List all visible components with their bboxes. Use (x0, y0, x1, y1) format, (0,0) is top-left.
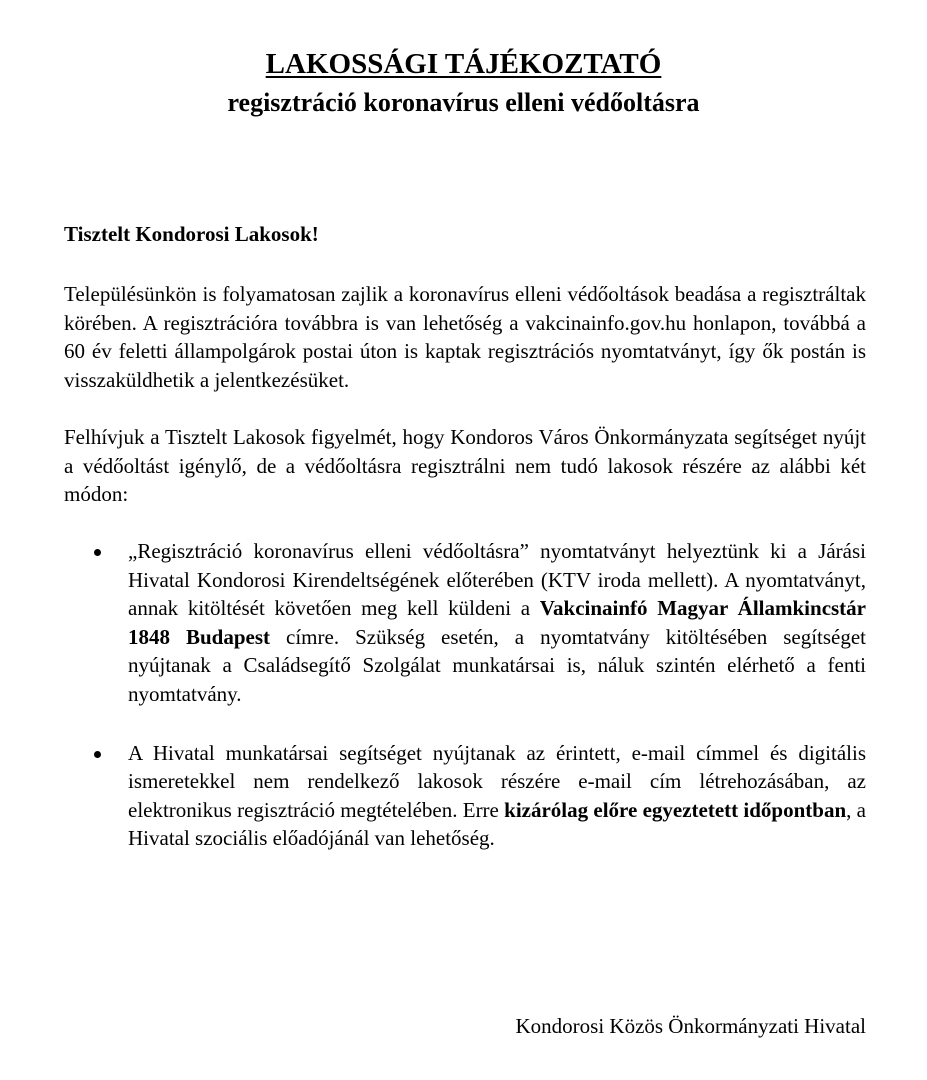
signature: Kondorosi Közös Önkormányzati Hivatal (515, 1014, 866, 1038)
list-item-text (128, 537, 866, 709)
page-title-text: LAKOSSÁGI TÁJÉKOZTATÓ (265, 48, 662, 80)
bold-address: Vakcinainfó Magyar Államkincstár 1848 Budapest (128, 596, 866, 649)
text-segment: A Hivatal munkatársai segítséget nyújtanak az érintett, e-mail címmel és digitális ismeretekkel nem rendelkező lakosok részére e-mail cím létrehozásában, az elektronikus regisztráció megtételében. Erre (128, 740, 866, 822)
bullet-icon (94, 549, 101, 556)
paragraph-help-notice: Felhívjuk a Tisztelt Lakosok figyelmét, hogy Kondoros Város Önkormányzata segítséget nyújt a védőoltást igénylő, de a védőoltásra regisztrálni nem tudó lakosok részére az alábbi két módon: (64, 425, 866, 507)
text-segment: „Regisztráció koronavírus elleni védőoltásra” nyomtatványt helyeztünk ki a Járási Hivatal Kondorosi Kirendeltségének előterében (KTV iroda mellett). A nyomtatványt, annak kitöltését követően meg kell küldeni a (128, 539, 866, 621)
list-item-email-help (64, 739, 866, 853)
help-options-list (64, 537, 866, 853)
bullet-icon (94, 751, 101, 758)
greeting: Tisztelt Kondorosi Lakosok! (64, 222, 319, 246)
list-item-text (128, 739, 866, 853)
paragraph-registration-info: Településünkön is folyamatosan zajlik a koronavírus elleni védőoltások beadása a regisztráltak körében. A regisztrációra továbbra is van lehetőség a vakcinainfo.gov.hu honlapon, továbbá a 60 év feletti állampolgárok postai úton is kaptak regisztrációs nyomtatványt, így ők postán is visszaküldhetik a jelentkezésüket. (64, 282, 866, 392)
page-subtitle: regisztráció koronavírus elleni védőoltásra (227, 88, 700, 117)
page-title (0, 46, 927, 82)
text-segment: , a Hivatal szociális előadójánál van lehetőség. (128, 797, 866, 851)
text-segment: címre. Szükség esetén, a nyomtatvány kitöltésében segítséget nyújtanak a Családsegítő Szolgálat munkatársai is, náluk szintén elérhető a fenti nyomtatvány. (128, 624, 867, 706)
bold-appointment-note: kizárólag előre egyeztetett időpontban (504, 797, 847, 822)
list-item-paper-form (64, 537, 866, 709)
